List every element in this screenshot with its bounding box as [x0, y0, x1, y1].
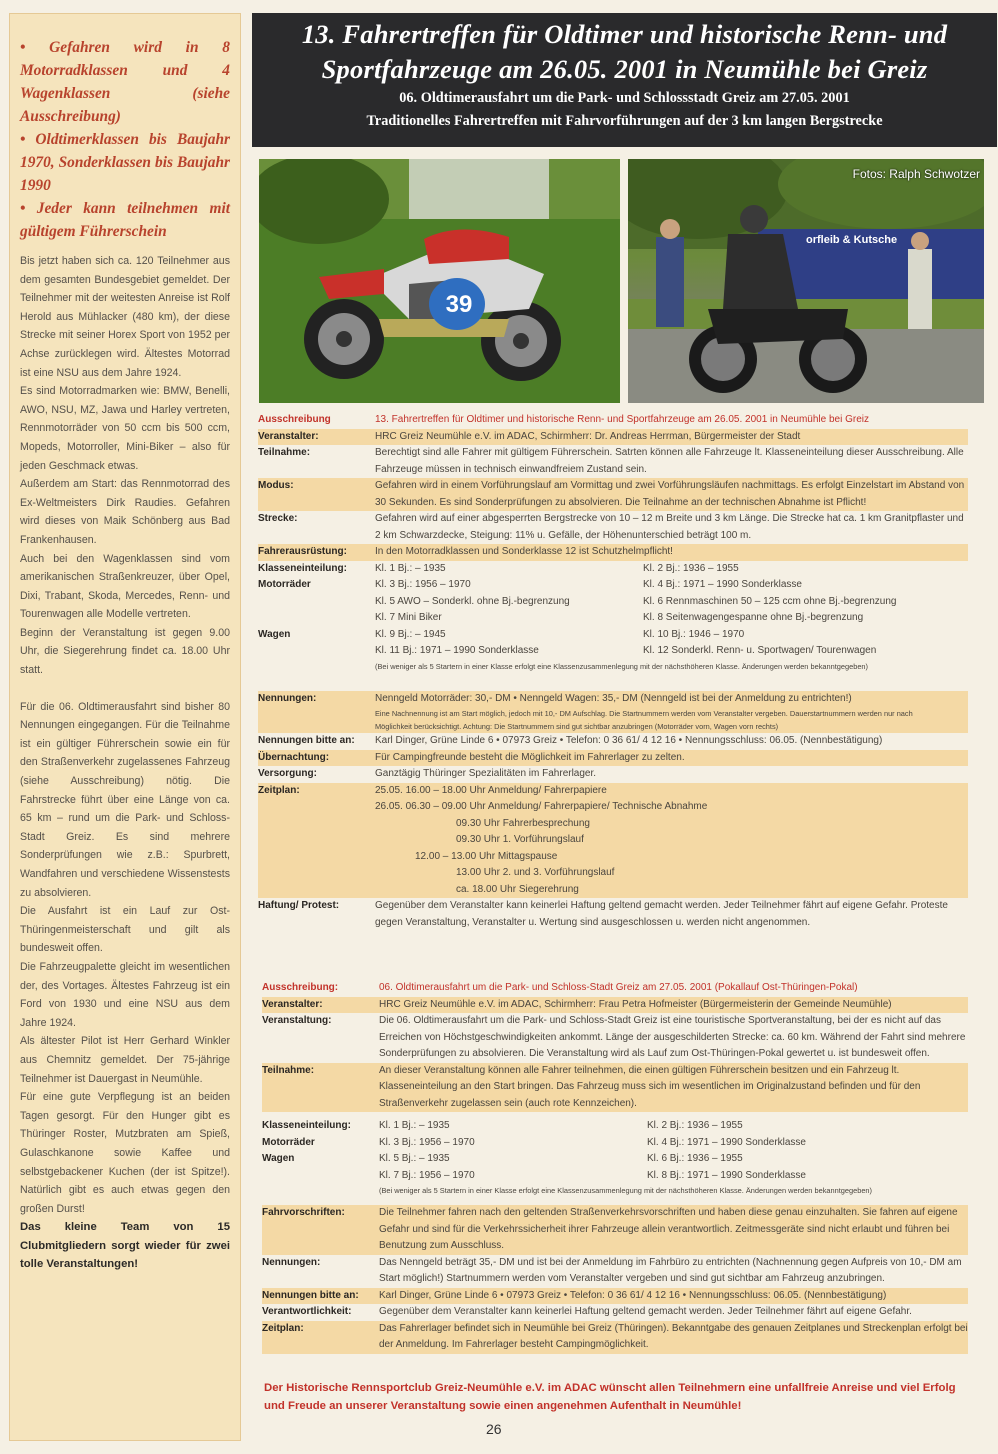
- row-value: Berechtigt sind alle Fahrer mit gültigem Führerschein. Satrten können alle Fahrzeuge lt. Klasseneinteilung dieser Ausschreibung. Alle Fahrzeuge müssen in technisch einwandfreiem Zustand sein.: [375, 447, 964, 475]
- row-label: Ausschreibung:: [262, 982, 339, 993]
- class-item: Kl. 5 AWO – Sonderkl. ohne Bj.-begrenzung: [375, 595, 570, 607]
- row-strecke: [258, 511, 968, 544]
- row-label: Strecke:: [258, 513, 298, 524]
- closing-message: Der Historische Rennsportclub Greiz-Neumühle e.V. im ADAC wünscht allen Teilnehmern eine unfallfreie Anreise und viel Erfolg und Freude an unserer Veranstaltung sowie einen angenehmen Aufenthalt in Neumühle!: [264, 1382, 956, 1412]
- class-item: Kl. 1 Bj.: – 1935: [375, 562, 446, 574]
- row-value: Nenngeld Motorräder: 30,- DM • Nenngeld Wagen: 35,- DM (Nenngeld ist bei der Anmeldung zu entrichten!): [375, 692, 852, 704]
- schedule-item: 13.00 Uhr 2. und 3. Vorführungslauf: [456, 867, 615, 878]
- class-item: Kl. 10 Bj.: 1946 – 1970: [643, 628, 745, 640]
- schedule-item: 09.30 Uhr Fahrerbesprechung: [456, 817, 590, 829]
- row-value: Gefahren wird auf einer abgesperrten Bergstrecke von 10 – 12 m Breite und 3 km Länge. Die Strecke hat ca. 1 km Granitpflaster und 2 km Schwarzdecke, Steigung: 11% u. Gefälle, der Höhenunterschied beträgt 100 m.: [375, 513, 964, 541]
- row-value: Karl Dinger, Grüne Linde 6 • 07973 Greiz • Telefon: 0 36 61/ 4 12 16 • Nennungsschluss: 06.05. (Nennbestätigung): [375, 735, 883, 746]
- row-value: Ganztägig Thüringer Spezialitäten im Fahrerlager.: [375, 768, 597, 779]
- row-value: Für Campingfreunde besteht die Möglichkeit im Fahrerlager zu zelten.: [375, 751, 685, 763]
- row-label: Veranstalter:: [258, 430, 319, 442]
- row-teilnahme: [258, 445, 968, 478]
- lead-item: • Gefahren wird in 8 Motorradklassen und 4 Wagenklassen (siehe Ausschreibung): [20, 39, 230, 125]
- article-subtitle: 06. Oldtimerausfahrt um die Park- und Schlossstadt Greiz am 27.05. 2001: [399, 90, 850, 106]
- row-value: HRC Greiz Neumühle e.V. im ADAC, Schirmherr: Dr. Andreas Herrman, Bürgermeister der Stadt: [375, 430, 801, 442]
- row-label: Fahrvorschriften:: [262, 1207, 345, 1218]
- class-item: Kl. 12 Sonderkl. Renn- u. Sportwagen/ Tourenwagen: [643, 645, 877, 656]
- sidebar-paragraph: Beginn der Veranstaltung ist gegen 9.00 Uhr, die Siegerehrung findet ca. 18.00 Uhr statt.: [20, 626, 230, 677]
- row-label: Klasseneinteilung: Motorräder Wagen: [258, 562, 347, 640]
- row-value: Die Teilnehmer fahren nach den geltenden Straßenverkehrsvorschriften und haben diese genau einzuhalten. Sie fahren auf eigene Gefahr und sind für die Verkehrssicherheit ihrer Fahrzeuge allein verantwortlich. Zeitmessgeräte sind nicht erlaubt und führen bei Benutzung zum Ausschluss.: [379, 1207, 958, 1251]
- row-label: Nennungen:: [258, 692, 317, 704]
- schedule-item: ca. 18.00 Uhr Siegerehrung: [456, 883, 579, 895]
- schedule-item: 09.30 Uhr 1. Vorführungslauf: [456, 834, 584, 845]
- row-label: Zeitplan:: [258, 784, 300, 796]
- row-teilnahme: [262, 1063, 968, 1113]
- lead-item: • Jeder kann teilnehmen mit gültigem Führerschein: [20, 200, 230, 240]
- row-value: 06. Oldtimerausfahrt um die Park- und Schloss-Stadt Greiz am 27.05. 2001 (Pokallauf Ost-Thüringen-Pokal): [379, 982, 858, 993]
- class-item: Kl. 6 Bj.: 1936 – 1955: [647, 1153, 743, 1164]
- sidebar-paragraph: Als ältester Pilot ist Herr Gerhard Winkler aus Chemnitz gemeldet. Der 75-jährige Teilnehmer ist Dauergast in Neumühle.: [20, 1035, 230, 1085]
- row-fahrvorschriften: [262, 1205, 968, 1255]
- row-klassen: [258, 561, 968, 673]
- sidebar-paragraph: Die Ausfahrt ist ein Lauf zur Ost-Thüringenmeisterschaft und gilt als bundesweit offen.: [20, 905, 230, 955]
- row-label: Veranstalter:: [262, 998, 323, 1010]
- sidebar-paragraph: Bis jetzt haben sich ca. 120 Teilnehmer aus dem gesamten Bundesgebiet gemeldet. Der Teilnehmer mit der weitesten Anreise ist Rolf Herold aus Mühlacker (480 km), der diese Strecke mit seiner Horex Sport von 1952 per Achse zurücklegen wird. Ältestes Motorrad ist eine NSU aus dem Jahre 1924.: [20, 255, 230, 379]
- row-label: Modus:: [258, 480, 294, 491]
- class-item: Kl. 6 Rennmaschinen 50 – 125 ccm ohne Bj.-begrenzung: [643, 595, 897, 607]
- row-haftung: [258, 898, 968, 931]
- event1-details: [258, 412, 968, 931]
- row-label: Zeitplan:: [262, 1322, 304, 1334]
- row-value: Die 06. Oldtimerausfahrt um die Park- und Schloss-Stadt Greiz ist eine touristische Sportveranstaltung, bei der es nicht auf das Erreichen von Höchstgeschwindigkeiten ankommt. Länge der ausgeschilderten Strecke: ca. 60 km. Während der Fahrt sind mehrere Sonderprüfungen zu absolvieren. Die Veranstaltung wird als Lauf zum Ost-Thüringen-Pokal gewertet u. ist bundesweit offen.: [379, 1015, 966, 1059]
- banner-text: orfleib & Kutsche: [806, 234, 898, 246]
- race-number: 39: [445, 291, 473, 318]
- page-number: 26: [486, 1421, 502, 1437]
- row-note: Möglichkeit berücksichtigt. Achtung: Die Startnummern sind gut sichtbar anzubringen (Motorräder vorn, Wagen vorn rechts): [375, 722, 779, 731]
- sidebar: [9, 13, 241, 1441]
- row-nennungen-bitte: [262, 1288, 968, 1305]
- photo-vintage-rider: [628, 159, 984, 403]
- row-nennungen-bitte: [258, 733, 968, 750]
- class-item: Kl. 8 Bj.: 1971 – 1990 Sonderklasse: [647, 1169, 806, 1181]
- class-grid: [375, 561, 968, 660]
- row-value: Gefahren wird in einem Vorführungslauf am Vormittag und zwei Vorführungsläufen nachmittags. Es erfolgt Einzelstart im Abstand von 30 Sekunden. Es sind Sonderprüfungen zu absolvieren. Die Teilnahme an der technischen Abnahme ist Pflicht!: [375, 480, 965, 508]
- article-title: 13. Fahrertreffen für Oldtimer und historische Renn- und Sportfahrzeuge am 26.05. 2001 in Neumühle bei Greiz: [301, 19, 948, 84]
- row-label: Nennungen:: [262, 1256, 321, 1268]
- row-label: Teilnahme:: [262, 1064, 315, 1076]
- row-veranstaltung: [262, 1013, 968, 1063]
- event2-details: [262, 980, 968, 1354]
- class-item: Kl. 4 Bj.: 1971 – 1990 Sonderklasse: [647, 1136, 806, 1148]
- row-label: Versorgung:: [258, 768, 317, 779]
- row-versorgung: [258, 766, 968, 783]
- article-header: [252, 13, 997, 147]
- class-item: Kl. 8 Seitenwagengespanne ohne Bj.-begrenzung: [643, 612, 864, 623]
- row-label: Verantwortlichkeit:: [262, 1306, 352, 1317]
- sidebar-paragraph: Für die 06. Oldtimerausfahrt sind bisher 80 Nennungen eingegangen. Für die Teilnahme ist ein gültiger Führerschein sowie ein für den Straßenverkehr zugelassenes Fahrzeug (siehe Ausschreibung) nötig. Die Fahrstrecke führt über eine Länge von ca. 65 km – rund um die Park- und Schloss-Stadt Greiz. Es sind mehrere Sonderprüfungen wie z.B.: Spurbrett, Wandfahren und verschiedene Wissenstests zu absolvieren.: [20, 700, 230, 899]
- rider-illustration: [628, 159, 984, 403]
- row-zeitplan: [262, 1321, 968, 1354]
- row-nennungen: [258, 691, 968, 734]
- motorcycle-illustration: [259, 159, 620, 403]
- lead-item: • Oldtimerklassen bis Baujahr 1970, Sonderklassen bis Baujahr 1990: [20, 131, 230, 194]
- sidebar-paragraph: Die Fahrzeugpalette gleicht im wesentlichen der, des Vortages. Ältestes Fahrzeug ist ein Ford von 1930 und eine NSU aus dem Jahre 1924.: [20, 960, 230, 1029]
- row-nennungen: [262, 1255, 968, 1288]
- row-value: In den Motorradklassen und Sonderklasse 12 ist Schutzhelmpflicht!: [375, 546, 673, 557]
- class-item: Kl. 11 Bj.: 1971 – 1990 Sonderklasse: [375, 645, 539, 656]
- schedule-item: 26.05. 06.30 – 09.00 Uhr Anmeldung/ Fahrerpapiere/ Technische Abnahme: [375, 801, 708, 812]
- row-value: Karl Dinger, Grüne Linde 6 • 07973 Greiz • Telefon: 0 36 61/ 4 12 16 • Nennungsschluss: 06.05. (Nennbestätigung): [379, 1289, 887, 1301]
- class-item: Kl. 3 Bj.: 1956 – 1970: [375, 579, 471, 590]
- sidebar-paragraph: Es sind Motorradmarken wie: BMW, Benelli, AWO, NSU, MZ, Jawa und Harley vertreten, Rennmotorräder von 50 ccm bis 500 ccm, Mopeds, Motorroller, Mini-Biker – also für jeden Geschmack etwas.: [20, 385, 230, 472]
- row-label: Fahrerausrüstung:: [258, 546, 347, 557]
- class-item: Kl. 3 Bj.: 1956 – 1970: [379, 1136, 475, 1148]
- row-label: Nennungen bitte an:: [262, 1289, 359, 1301]
- sidebar-closing: Das kleine Team von 15 Clubmitgliedern sorgt wieder für zwei tolle Veranstaltungen!: [20, 1221, 230, 1271]
- row-modus: [258, 478, 968, 511]
- row-ausschreibung: [258, 412, 968, 429]
- class-note: (Bei weniger als 5 Startern in einer Klasse erfolgt eine Klassenzusammenlegung mit der nächsthöheren Klasse. Änderungen werden bekanntgegeben): [379, 1186, 873, 1195]
- row-label: Veranstaltung:: [262, 1015, 332, 1026]
- row-zeitplan: [258, 783, 968, 899]
- row-value: Das Nenngeld beträgt 35,- DM und ist bei der Anmeldung im Fahrbüro zu entrichten (Nachnennung gegen Aufpreis von 10,- DM am Start möglich!) Startnummern werden vom Veranstalter vergeben und sind gut sichtbar am Fahrzeug anzubringen.: [379, 1256, 962, 1284]
- class-item: Kl. 7 Bj.: 1956 – 1970: [379, 1169, 475, 1181]
- row-veranstalter: [262, 997, 968, 1014]
- schedule-item: 12.00 – 13.00 Uhr Mittagspause: [415, 850, 558, 862]
- row-label: Ausschreibung: [258, 414, 331, 425]
- photo-credit: Fotos: Ralph Schwotzer: [852, 167, 980, 181]
- class-item: Kl. 1 Bj.: – 1935: [379, 1120, 450, 1131]
- sidebar-paragraph: Auch bei den Wagenklassen sind vom amerikanischen Straßenkreuzer, über Opel, Dixi, Trabant, Skoda, Mercedes, Renn- und Tourenwagen alle Modelle vertreten.: [20, 552, 230, 621]
- row-klassen: [262, 1118, 968, 1197]
- row-note: Eine Nachnennung ist am Start möglich, jedoch mit 10,- DM Aufschlag. Die Startnummern werden vom Veranstalter vergeben. Dauerstartnummern werden nur nach: [375, 709, 913, 718]
- row-label: Haftung/ Protest:: [258, 900, 340, 911]
- row-ausruestung: [258, 544, 968, 561]
- row-value: HRC Greiz Neumühle e.V. im ADAC, Schirmherr: Frau Petra Hofmeister (Bürgermeisterin der Gemeinde Neumühle): [379, 998, 892, 1010]
- row-value: Das Fahrerlager befindet sich in Neumühle bei Greiz (Thüringen). Bekanntgabe des genauen Zeitplanes und Streckenplan erfolgt bei der Anmeldung. Im Fahrerlager besteht Campingmöglichkeit.: [379, 1322, 968, 1350]
- class-item: Kl. 7 Mini Biker: [375, 612, 442, 623]
- row-verantwortlichkeit: [262, 1304, 968, 1321]
- sidebar-lead: [20, 36, 230, 243]
- row-label: Teilnahme:: [258, 447, 311, 458]
- row-label: Nennungen bitte an:: [258, 735, 355, 746]
- class-item: Kl. 4 Bj.: 1971 – 1990 Sonderklasse: [643, 579, 802, 590]
- row-value: 13. Fahrertreffen für Oldtimer und historische Renn- und Sportfahrzeuge am 26.05. 2001 in Neumühle bei Greiz: [375, 414, 869, 425]
- class-note: (Bei weniger als 5 Startern in einer Klasse erfolgt eine Klassenzusammenlegung mit der nächsthöheren Klasse. Änderungen werden bekanntgegeben): [375, 661, 869, 671]
- row-ausschreibung: [262, 980, 968, 997]
- row-label: Übernachtung:: [258, 751, 330, 763]
- row-value: Gegenüber dem Veranstalter kann keinerlei Haftung geltend gemacht werden. Jeder Teilnehmer fährt auf eigene Gefahr. Proteste gegen Veranstaltung, Veranstalter u. Wertung sind ausgeschlossen u. werden nicht angenommen.: [375, 900, 948, 928]
- row-value: Gegenüber dem Veranstalter kann keinerlei Haftung geltend gemacht werden. Jeder Teilnehmer fährt auf eigene Gefahr.: [379, 1306, 912, 1317]
- sidebar-paragraph: Außerdem am Start: das Rennmotorrad des Ex-Weltmeisters Dirk Raudies. Gefahren wird dieses von Maik Schönberg aus Bad Frankenhausen.: [20, 478, 230, 546]
- class-item: Kl. 9 Bj.: – 1945: [375, 628, 446, 640]
- row-uebernachtung: [258, 750, 968, 767]
- row-value: An dieser Veranstaltung können alle Fahrer teilnehmen, die einen gültigen Führerschein besitzen und ein Fahrzeug lt. Klasseneinteilung an den Start bringen. Das Fahrzeug muss sich im wesentlichen im Originalzustand befinden und für den Straßenverkehr zugelassen sein (auch rote Kennzeichen).: [379, 1064, 921, 1109]
- row-label: Klasseneinteilung: Motorräder Wagen: [262, 1120, 351, 1164]
- class-item: Kl. 2 Bj.: 1936 – 1955: [643, 562, 739, 574]
- class-item: Kl. 2 Bj.: 1936 – 1955: [647, 1120, 743, 1131]
- schedule-item: 25.05. 16.00 – 18.00 Uhr Anmeldung/ Fahrerpapiere: [375, 784, 607, 796]
- class-grid: [379, 1118, 968, 1184]
- sidebar-paragraph: Für eine gute Verpflegung ist an beiden Tagen gesorgt. Für den Hunger gibt es Thüringer Roster, Mutzbraten am Spieß, Gulaschkanone sowie Kaffee und selbstgebackener Kuchen (der ist Spitze!). Natürlich gibt es auch etwas gegen den großen Durst!: [20, 1091, 230, 1215]
- photo-race-motorcycle: [259, 159, 620, 403]
- article-subtitle: Traditionelles Fahrertreffen mit Fahrvorführungen auf der 3 km langen Bergstrecke: [366, 113, 883, 129]
- row-veranstalter: [258, 429, 968, 446]
- class-item: Kl. 5 Bj.: – 1935: [379, 1153, 450, 1164]
